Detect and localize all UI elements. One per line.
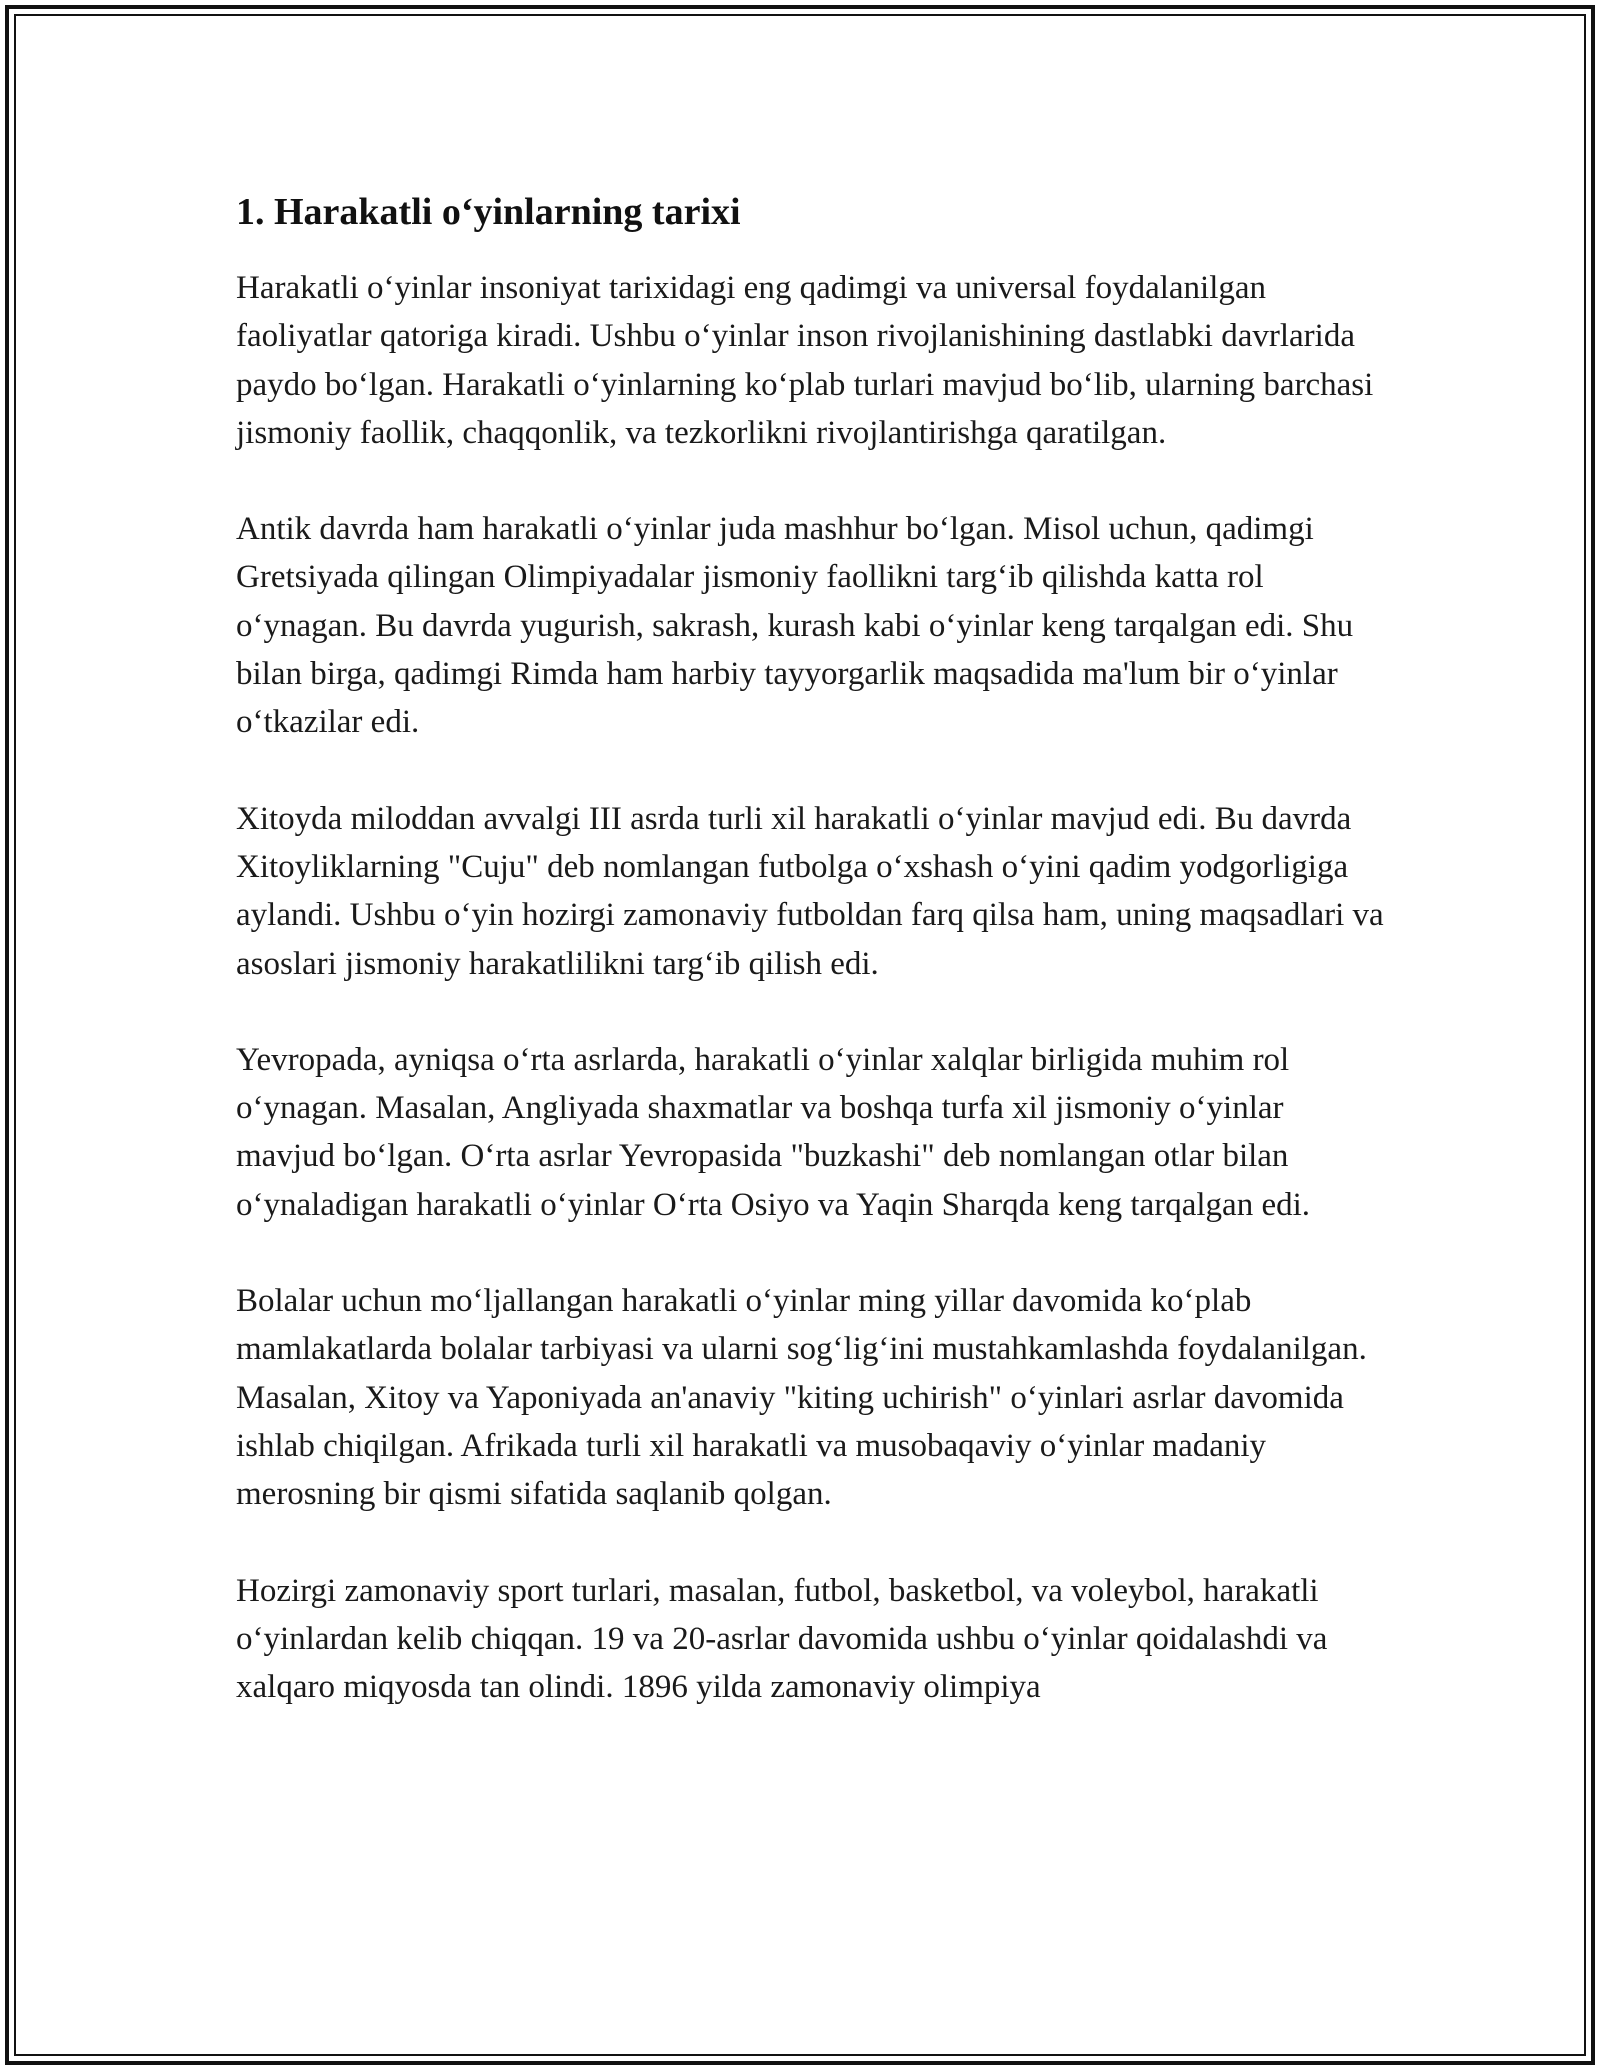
document-body: [236, 186, 1386, 1759]
paragraph-4: Yevropada, ayniqsa o‘rta asrlarda, harakatli o‘yinlar xalqlar birligida muhim rol o‘ynagan. Masalan, Angliyada shaxmatlar va boshqa turfa xil jismoniy o‘yinlar mavjud bo‘lgan. O‘rta asrlar Yevropasida "buzkashi" deb nomlangan otlar bilan o‘ynaladigan harakatli o‘yinlar O‘rta Osiyo va Yaqin Sharqda keng tarqalgan edi.: [236, 1041, 1311, 1223]
paragraph-1: Harakatli o‘yinlar insoniyat tarixidagi eng qadimgi va universal foydalanilgan faoliyatlar qatoriga kiradi. Ushbu o‘yinlar inson rivojlanishining dastlabki davrlarida paydo bo‘lgan. Harakatli o‘yinlarning ko‘plab turlari mavjud bo‘lib, ularning barchasi jismoniy faollik, chaqqonlik, va tezkorlikni rivojlantirishga qaratilgan.: [236, 270, 1374, 451]
paragraph-3: Xitoyda miloddan avvalgi III asrda turli xil harakatli o‘yinlar mavjud edi. Bu davrda Xitoyliklarning "Cuju" deb nomlangan futbolga o‘xshash o‘yini qadim yodgorligiga aylandi. Ushbu o‘yin hozirgi zamonaviy futboldan farq qilsa ham, uning maqsadlari va asoslari jismoniy harakatlilikni targ‘ib qilish edi.: [236, 800, 1384, 982]
paragraph-6: Hozirgi zamonaviy sport turlari, masalan, futbol, basketbol, va voleybol, harakatli o‘yinlardan kelib chiqqan. 19 va 20-asrlar davomida ushbu o‘yinlar qoidalashdi va xalqaro miqyosda tan olindi. 1896 yilda zamonaviy olimpiya: [236, 1572, 1328, 1706]
section-heading: 1. Harakatli o‘yinlarning tarixi: [236, 191, 741, 233]
paragraph-5: Bolalar uchun mo‘ljallangan harakatli o‘yinlar ming yillar davomida ko‘plab mamlakatlarda bolalar tarbiyasi va ularni sog‘lig‘ini mustahkamlashda foydalanilgan. Masalan, Xitoy va Yaponiyada an'anaviy "kiting uchirish" o‘yinlari asrlar davomida ishlab chiqilgan. Afrikada turli xil harakatli va musobaqaviy o‘yinlar madaniy merosning bir qismi sifatida saqlanib qolgan.: [236, 1283, 1367, 1513]
paragraph-2: Antik davrda ham harakatli o‘yinlar juda mashhur bo‘lgan. Misol uchun, qadimgi Gretsiyada qilingan Olimpiyadalar jismoniy faollikni targ‘ib qilishda katta rol o‘ynagan. Bu davrda yugurish, sakrash, kurash kabi o‘yinlar keng tarqalgan edi. Shu bilan birga, qadimgi Rimda ham harbiy tayyorgarlik maqsadida ma'lum bir o‘yinlar o‘tkazilar edi.: [236, 511, 1354, 741]
